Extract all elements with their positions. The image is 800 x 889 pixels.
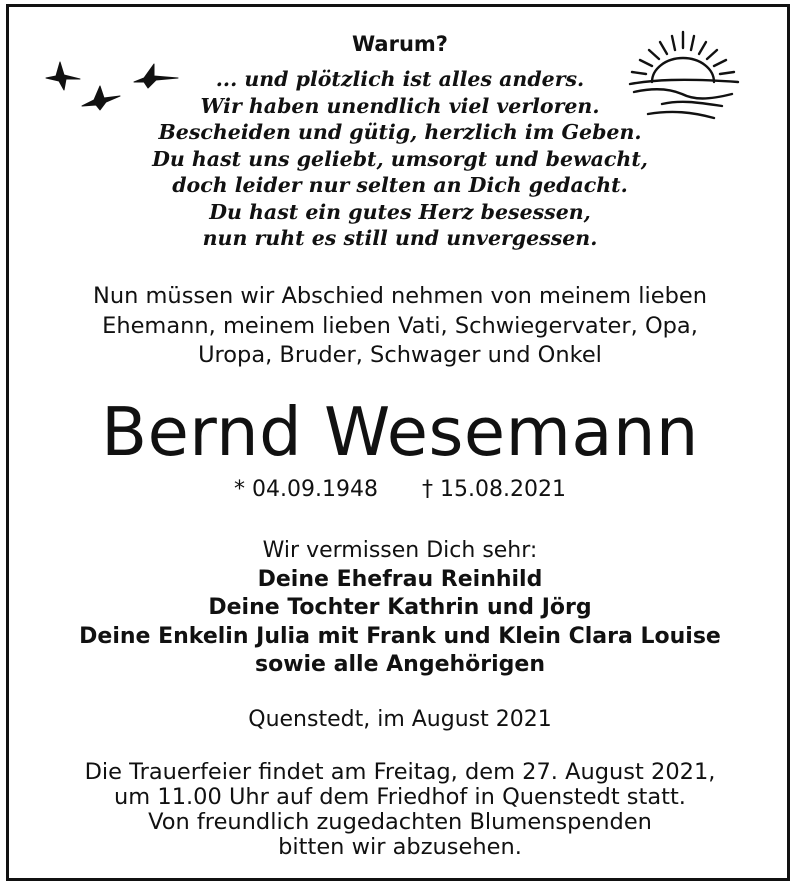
family-intro: Wir vermissen Dich sehr:	[262, 538, 538, 563]
ceremony-line: um 11.00 Uhr auf dem Friedhof in Quenstedt statt.	[114, 784, 686, 810]
funeral-info	[0, 760, 800, 860]
poem-title: Warum?	[352, 32, 448, 56]
family-member: sowie alle Angehörigen	[254, 652, 546, 677]
place-and-date: Quenstedt, im August 2021	[248, 707, 552, 732]
intro-line: Uropa, Bruder, Schwager und Onkel	[198, 342, 602, 368]
poem-line: nun ruht es still und unvergessen.	[202, 226, 598, 250]
birth-date: * 04.09.1948	[234, 477, 378, 502]
ceremony-line: Die Trauerfeier findet am Freitag, dem 27. August 2021,	[84, 759, 716, 785]
family-member: Deine Tochter Kathrin und Jörg	[208, 595, 592, 620]
intro-line: Nun müssen wir Abschied nehmen von meinem lieben	[93, 283, 707, 309]
poem-line: Bescheiden und gütig, herzlich im Geben.	[158, 120, 642, 144]
intro-line: Ehemann, meinem lieben Vati, Schwiegervater, Opa,	[102, 312, 698, 339]
farewell-intro	[0, 282, 800, 371]
life-dates	[0, 475, 800, 505]
poem-line: doch leider nur selten an Dich gedacht.	[172, 173, 628, 197]
family-member: Deine Enkelin Julia mit Frank und Klein Clara Louise	[79, 623, 721, 649]
ceremony-line: bitten wir abzusehen.	[278, 834, 522, 860]
poem-line: ... und plötzlich ist alles anders.	[215, 67, 585, 91]
ceremony-line: Von freundlich zugedachten Blumenspenden	[148, 809, 652, 835]
deceased-name: Bernd Wesemann	[101, 393, 699, 471]
poem-line: Wir haben unendlich viel verloren.	[200, 93, 600, 118]
poem	[0, 66, 800, 252]
poem-line: Du hast ein gutes Herz besessen,	[209, 199, 591, 224]
mourning-family	[0, 537, 800, 680]
family-member: Deine Ehefrau Reinhild	[257, 566, 543, 592]
poem-line: Du hast uns geliebt, umsorgt und bewacht,	[152, 146, 648, 171]
death-date: † 15.08.2021	[422, 477, 566, 502]
